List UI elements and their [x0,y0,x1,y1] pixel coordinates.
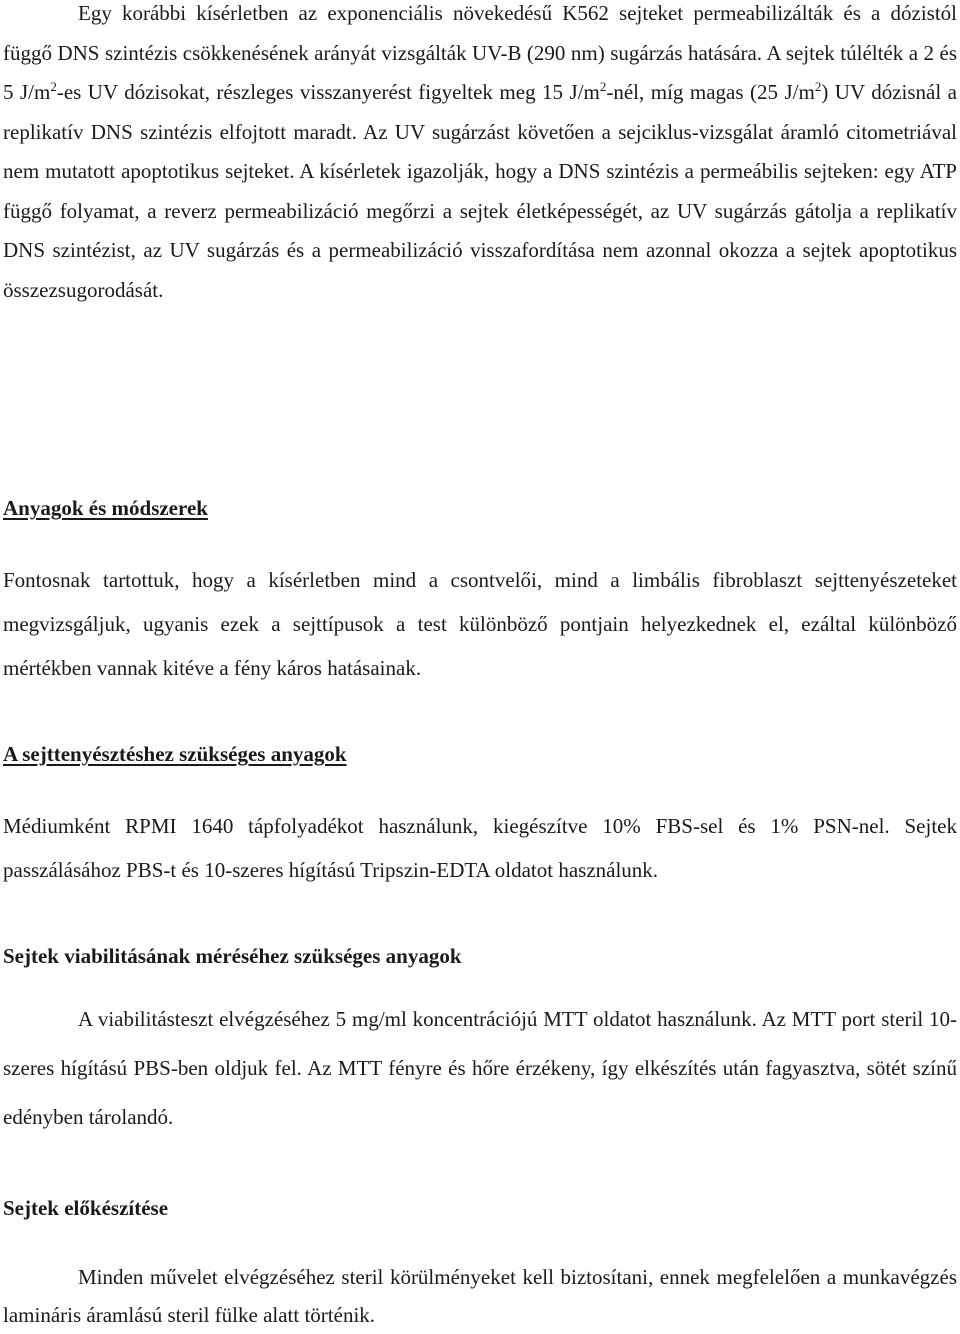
section-heading-viability: Sejtek viabilitásának méréséhez szükséges anyagok [3,944,462,968]
section-heading-preparation: Sejtek előkészítése [3,1196,169,1220]
section-heading-culture: A sejttenyésztéshez szükséges anyagok [3,742,347,766]
intro-paragraph: Egy korábbi kísérletben az exponenciális növekedésű K562 sejteket permeabilizálták és a dózistól függő DNS szintézis csökkenésének arányát vizsgálták UV-B (290 nm) sugárzás hatására. A sejtek túlélték a 2 és 5 $J/m^2-es$ UV dózisokat, részleges visszanyerést figyeltek meg 15 $J/m^2$-nél, míg magas (25 $J/m^2$) UV dózisnál a replikatív DNS szintézis elfojtott maradt. Az UV sugárzást követően a sejciklus-vizsgálat áramló citometriával nem mutatott apoptotikus sejteket. A kísérletek igazolják, hogy a DNS szintézis a permeábilis sejteken: egy ATP függő folyamat, a reverz permeabilizáció megőrzi a sejtek életképességét, az UV sugárzás gátolja a replikatív DNS szintézist, az UV sugárzás és a permeabilizáció visszafordítása nem azonnal okozza a sejtek apoptotikus összezsugorodását. [3,1,957,302]
culture-paragraph: Médiumként RPMI 1640 tápfolyadékot használunk, kiegészítve 10% FBS-sel és 1% PSN-nel. Sejtek passzálásához PBS-t és 10-szeres hígítású Tripszin-EDTA oldatot használunk. [3,814,957,882]
superscript: 2 [599,79,607,94]
methods-paragraph: Fontosnak tartottuk, hogy a kísérletben mind a csontvelői, mind a limbális fibroblaszt sejttenyészeteket megvizsgáljuk, ugyanis ezek a sejttípusok a test különböző pontjain helyezkednek el, ezáltal különböző mértékben vannak kitéve a fény káros hatásainak. [3,568,957,680]
section-heading-methods: Anyagok és módszerek [3,496,208,520]
viability-paragraph: A viabilitásteszt elvégzéséhez 5 mg/ml koncentrációjú MTT oldatot használunk. Az MTT port steril 10-szeres hígítású PBS-ben oldjuk fel. Az MTT fényre és hőre érzékeny, így elkészítés után fagyasztva, sötét színű edényben tárolandó. [3,1007,957,1129]
preparation-paragraph: Minden művelet elvégzéséhez steril körülményeket kell biztosítani, ennek megfelelően a munkavégzés lamináris áramlású steril fülke alatt történik. [3,1265,957,1327]
superscript: 2 [814,79,822,94]
superscript: 2 [50,79,57,94]
